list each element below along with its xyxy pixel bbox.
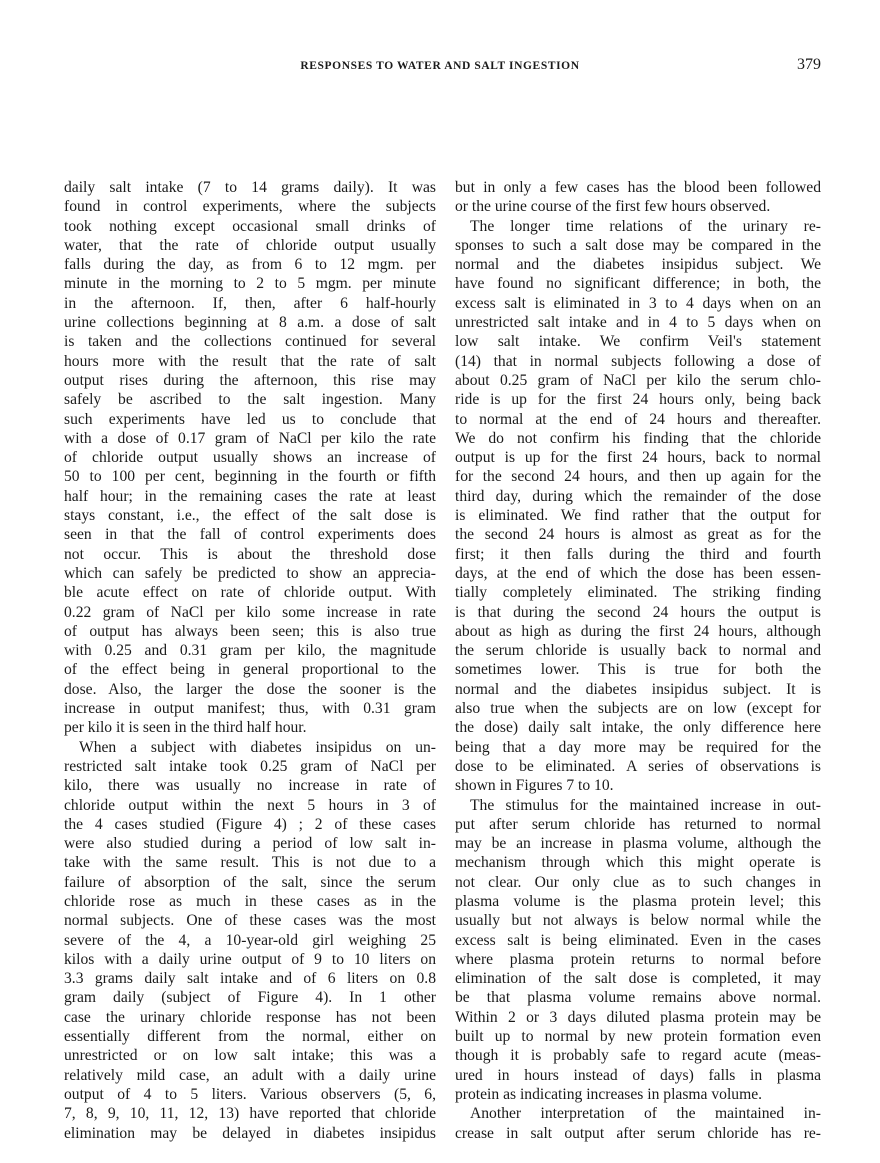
text-line: third day, during which the remainder of the dose [455,487,821,505]
text-line: but in only a few cases has the blood been followed [455,179,821,196]
text-line: ble acute effect on rate of chloride output. With [64,584,436,602]
text-line: is taken and the collections continued for several [64,333,436,351]
text-line: built up to normal by new protein formation even [455,1028,821,1046]
text-line: case the urinary chloride response has not been [64,1008,436,1026]
text-line: seen in that the fall of control experiments does [64,526,436,544]
text-line: falls during the day, as from 6 to 12 mgm. per [64,256,436,274]
text-line: mechanism through which this might operate is [455,854,821,872]
text-line: daily salt intake (7 to 14 grams daily). It was [64,179,436,196]
text-line: stays constant, i.e., the effect of the salt dose is [64,507,436,525]
text-line: of chloride output usually shows an increase of [64,449,436,467]
text-line: the serum chloride is usually back to normal and [455,642,821,660]
text-line: though it is probably safe to regard acute (meas- [455,1047,821,1065]
text-line: elimination may be delayed in diabetes insipidus [64,1124,436,1142]
text-line: Another interpretation of the maintained in- [470,1105,821,1123]
text-line: of the effect being in general proportional to the [64,661,436,679]
text-line: The stimulus for the maintained increase in out- [470,796,821,814]
text-line: tially completely eliminated. The striking finding [455,584,821,602]
text-line: such experiments have led us to conclude that [64,410,436,428]
text-line: sometimes lower. This is true for both the [455,661,821,679]
text-line: output rises during the afternoon, this rise may [64,371,436,389]
text-line: ured in hours instead of days) falls in plasma [455,1066,821,1084]
text-line: We do not confirm his finding that the chloride [455,429,821,447]
text-line: 7, 8, 9, 10, 11, 12, 13) have reported that chloride [64,1105,436,1123]
text-line: about 0.25 gram of NaCl per kilo the serum chlo- [455,371,821,389]
text-line: ride is up for the first 24 hours only, being back [455,391,821,409]
text-line: output of 4 to 5 liters. Various observers (5, 6, [64,1085,436,1103]
text-line: elimination of the salt dose is completed, it may [455,970,821,988]
text-line: with a dose of 0.17 gram of NaCl per kilo the rate [64,429,436,447]
text-line: be that plasma volume remains above normal. [455,989,821,1007]
text-line: is eliminated. We find rather that the output for [455,507,821,525]
paragraph [64,178,436,738]
text-line: where plasma protein returns to normal before [455,950,821,968]
text-line: were also studied during a period of low salt in- [64,835,436,853]
text-line: hours more with the result that the rate of salt [64,352,436,370]
text-line: is that during the second 24 hours the output is [455,603,821,621]
text-line: crease in salt output after serum chloride has re- [455,1124,821,1142]
text-line: unrestricted salt intake and in 4 to 5 days when on [455,314,821,332]
text-line: Within 2 or 3 days diluted plasma protein may be [455,1008,821,1026]
text-line: minute in the morning to 2 to 5 mgm. per minute [64,275,436,293]
text-line: restricted salt intake took 0.25 gram of NaCl per [64,757,436,775]
text-line: dose to be eliminated. A series of observations is [455,757,821,775]
text-line: with 0.25 and 0.31 gram per kilo, the magnitude [64,642,436,660]
text-line: 0.22 gram of NaCl per kilo some increase in rate [64,603,436,621]
text-line: chloride rose as much in these cases as in the [64,892,436,910]
text-line: take with the same result. This is not due to a [64,854,436,872]
text-line: unrestricted or on low salt intake; this was a [64,1047,436,1065]
text-line: about as high as during the first 24 hours, although [455,622,821,640]
text-line: gram daily (subject of Figure 4). In 1 other [64,989,436,1007]
text-line: output is up for the first 24 hours, back to normal [455,449,821,467]
text-line: not occur. This is about the threshold dose [64,545,436,563]
text-line: 50 to 100 per cent, beginning in the fourth or fifth [64,468,436,486]
paragraph [455,178,821,217]
text-line: water, that the rate of chloride output usually [64,236,436,254]
text-line: of output has always been seen; this is also true [64,622,436,640]
text-line: failure of absorption of the salt, since the serum [64,873,436,891]
text-line: protein as indicating increases in plasma volume. [455,1085,763,1103]
text-line: When a subject with diabetes insipidus on un- [79,738,436,756]
text-line: first; it then falls during the third and fourth [455,545,821,563]
text-line: usually but not always is below normal while the [455,912,821,930]
paragraph [455,1104,821,1143]
text-line: sponses to such a salt dose may be compared in the [455,236,821,254]
text-line: urine collections beginning at 8 a.m. a dose of salt [64,314,436,332]
text-line: safely be ascribed to the salt ingestion. Many [64,391,436,409]
right-column [455,178,821,1143]
text-line: in the afternoon. If, then, after 6 half-hourly [64,294,436,312]
text-line: the dose) daily salt intake, the only difference here [455,719,821,737]
text-line: excess salt is eliminated in 3 to 4 days when on an [455,294,821,312]
text-line: (14) that in normal subjects following a dose of [455,352,821,370]
text-line: have found no significant difference; in both, the [455,275,821,293]
text-line: may be an increase in plasma volume, although the [455,835,821,853]
text-line: kilo, there was usually no increase in rate of [64,777,436,795]
paragraph [455,796,821,1105]
text-line: plasma volume is the plasma protein level; this [455,892,821,910]
text-line: half hour; in the remaining cases the rate at least [64,487,436,505]
text-line: shown in Figures 7 to 10. [455,777,614,795]
running-title: RESPONSES TO WATER AND SALT INGESTION [300,60,580,72]
text-line: relatively mild case, an adult with a daily urine [64,1066,436,1084]
text-line: low salt intake. We confirm Veil's statement [455,333,821,351]
text-line: found in control experiments, where the subjects [64,198,436,216]
text-line: to normal at the end of 24 hours and thereafter. [455,410,821,428]
text-line: or the urine course of the first few hours observed. [455,198,771,216]
text-line: The longer time relations of the urinary re- [470,217,821,235]
text-line: normal and the diabetes insipidus subject. We [455,256,821,274]
text-line: 3.3 grams daily salt intake and of 6 liters on 0.8 [64,970,436,988]
text-line: normal and the diabetes insipidus subject. It is [455,680,821,698]
text-line: increase in output manifest; thus, with 0.31 gram [64,700,436,718]
text-line: the second 24 hours is almost as great as for the [455,526,821,544]
text-line: dose. Also, the larger the dose the sooner is the [64,680,436,698]
text-line: essentially different from the normal, either on [64,1028,436,1046]
text-line: days, at the end of which the dose has been essen- [455,564,821,582]
paragraph [64,738,436,1143]
paragraph [455,217,821,796]
text-line: normal subjects. One of these cases was the most [64,912,436,930]
text-line: severe of the 4, a 10-year-old girl weighing 25 [64,931,436,949]
text-line: chloride output within the next 5 hours in 3 of [64,796,436,814]
text-line: not clear. Our only clue as to such changes in [455,873,821,891]
text-line: put after serum chloride has returned to normal [455,815,821,833]
text-line: which can safely be predicted to show an apprecia- [64,564,436,582]
text-line: took nothing except occasional small drinks of [64,217,436,235]
text-line: being that a day more may be required for the [455,738,821,756]
left-column [64,178,436,1143]
text-line: excess salt is being eliminated. Even in the cases [455,931,821,949]
text-line: kilos with a daily urine output of 9 to 10 liters on [64,950,436,968]
text-line: per kilo it is seen in the third half hour. [64,719,307,737]
text-line: the 4 cases studied (Figure 4) ; 2 of these cases [64,815,436,833]
page-number: 379 [797,56,821,73]
text-line: for the second 24 hours, and then up again for the [455,468,821,486]
text-line: also true when the subjects are on low (except for [455,700,821,718]
